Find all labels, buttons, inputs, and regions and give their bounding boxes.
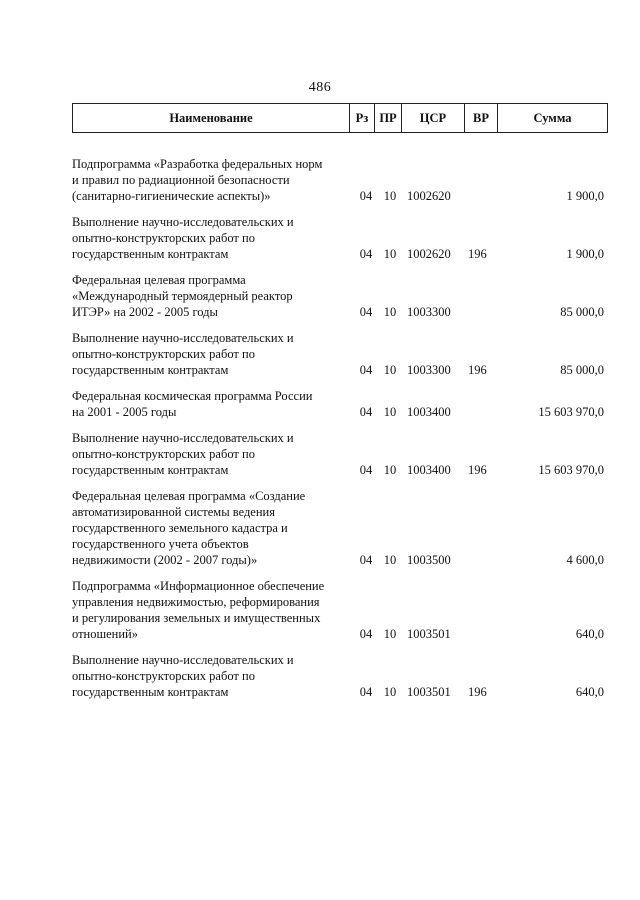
- table-row: [72, 578, 608, 642]
- row-name-line: Выполнение научно-исследовательских и: [72, 215, 294, 229]
- row-sum: 640,0: [575, 685, 604, 699]
- row-sum: 1 900,0: [566, 189, 604, 203]
- row-rz: 04: [359, 405, 373, 419]
- row-csr: 1003300: [407, 363, 451, 377]
- row-csr: 1003500: [407, 553, 451, 567]
- row-name-line: Подпрограмма «Разработка федеральных норм: [72, 157, 323, 171]
- row-name-line: государственным контрактам: [72, 685, 229, 699]
- row-name: [72, 388, 355, 420]
- row-name-line: Выполнение научно-исследовательских и: [72, 331, 294, 345]
- row-csr: 1003400: [407, 405, 451, 419]
- row-name-line: (санитарно-гигиенические аспекты)»: [72, 189, 271, 203]
- row-name-line: и регулирования земельных и имущественных: [72, 611, 321, 625]
- table-row: [72, 272, 608, 320]
- row-name-line: государственным контрактам: [72, 463, 229, 477]
- row-name-line: и правил по радиационной безопасности: [72, 173, 290, 187]
- row-pr: 10: [383, 405, 397, 419]
- row-vr: 196: [468, 247, 487, 261]
- row-rz: 04: [359, 627, 373, 641]
- row-name-line: отношений»: [72, 627, 138, 641]
- row-csr: 1003300: [407, 305, 451, 319]
- header-rz: Рз: [349, 104, 374, 132]
- table-row: [72, 156, 608, 204]
- row-name-line: опытно-конструкторских работ по: [72, 669, 255, 683]
- row-name-line: недвижимости (2002 - 2007 годы)»: [72, 553, 258, 567]
- row-pr: 10: [383, 463, 397, 477]
- row-csr: 1002620: [407, 247, 451, 261]
- row-vr: 196: [468, 463, 487, 477]
- row-sum: 85 000,0: [560, 305, 604, 319]
- row-name-line: опытно-конструкторских работ по: [72, 231, 255, 245]
- row-name-line: Федеральная целевая программа: [72, 273, 246, 287]
- row-name: [72, 156, 355, 204]
- row-name: [72, 578, 355, 642]
- row-csr: 1003501: [407, 685, 451, 699]
- header-csr: ЦСР: [401, 104, 464, 132]
- row-sum: 85 000,0: [560, 363, 604, 377]
- row-name-line: Подпрограмма «Информационное обеспечение: [72, 579, 325, 593]
- row-sum: 15 603 970,0: [538, 463, 604, 477]
- table-row: [72, 214, 608, 262]
- table-row: [72, 488, 608, 568]
- row-name-line: государственного земельного кадастра и: [72, 521, 288, 535]
- row-name-line: ИТЭР» на 2002 - 2005 годы: [72, 305, 218, 319]
- row-name-line: государственного учета объектов: [72, 537, 249, 551]
- row-csr: 1003400: [407, 463, 451, 477]
- header-vr: ВР: [464, 104, 497, 132]
- row-name: [72, 488, 355, 568]
- row-name: [72, 272, 355, 320]
- row-rz: 04: [359, 305, 373, 319]
- row-sum: 640,0: [575, 627, 604, 641]
- row-pr: 10: [383, 627, 397, 641]
- row-csr: 1003501: [407, 627, 451, 641]
- table-row: [72, 652, 608, 700]
- row-name-line: государственным контрактам: [72, 247, 229, 261]
- header-name: Наименование: [169, 110, 253, 125]
- row-vr: 196: [468, 685, 487, 699]
- row-rz: 04: [359, 363, 373, 377]
- row-name-line: на 2001 - 2005 годы: [72, 405, 177, 419]
- row-rz: 04: [359, 553, 373, 567]
- table-row: [72, 430, 608, 478]
- row-name-line: государственным контрактам: [72, 363, 229, 377]
- row-pr: 10: [383, 189, 397, 203]
- row-pr: 10: [383, 685, 397, 699]
- page-number: 486: [308, 80, 332, 95]
- row-rz: 04: [359, 463, 373, 477]
- row-sum: 4 600,0: [566, 553, 604, 567]
- table-header: [72, 103, 608, 133]
- row-sum: 15 603 970,0: [538, 405, 604, 419]
- header-pr: ПР: [374, 104, 401, 132]
- row-name-line: Выполнение научно-исследовательских и: [72, 653, 294, 667]
- row-name: [72, 330, 355, 378]
- row-name-line: Федеральная целевая программа «Создание: [72, 489, 306, 503]
- row-name-line: Выполнение научно-исследовательских и: [72, 431, 294, 445]
- row-pr: 10: [383, 553, 397, 567]
- row-name-line: опытно-конструкторских работ по: [72, 347, 255, 361]
- row-rz: 04: [359, 685, 373, 699]
- table-row: [72, 330, 608, 378]
- header-sum: Сумма: [497, 104, 607, 132]
- row-name: [72, 214, 355, 262]
- table-row: [72, 388, 608, 420]
- row-sum: 1 900,0: [566, 247, 604, 261]
- row-rz: 04: [359, 247, 373, 261]
- row-name: [72, 652, 355, 700]
- row-pr: 10: [383, 305, 397, 319]
- row-pr: 10: [383, 247, 397, 261]
- row-vr: 196: [468, 363, 487, 377]
- row-rz: 04: [359, 189, 373, 203]
- row-name-line: управления недвижимостью, реформирования: [72, 595, 320, 609]
- row-name-line: «Международный термоядерный реактор: [72, 289, 293, 303]
- row-csr: 1002620: [407, 189, 451, 203]
- row-name-line: автоматизированной системы ведения: [72, 505, 275, 519]
- row-name-line: опытно-конструкторских работ по: [72, 447, 255, 461]
- table-body: [72, 156, 608, 710]
- row-pr: 10: [383, 363, 397, 377]
- row-name-line: Федеральная космическая программа России: [72, 389, 313, 403]
- row-name: [72, 430, 355, 478]
